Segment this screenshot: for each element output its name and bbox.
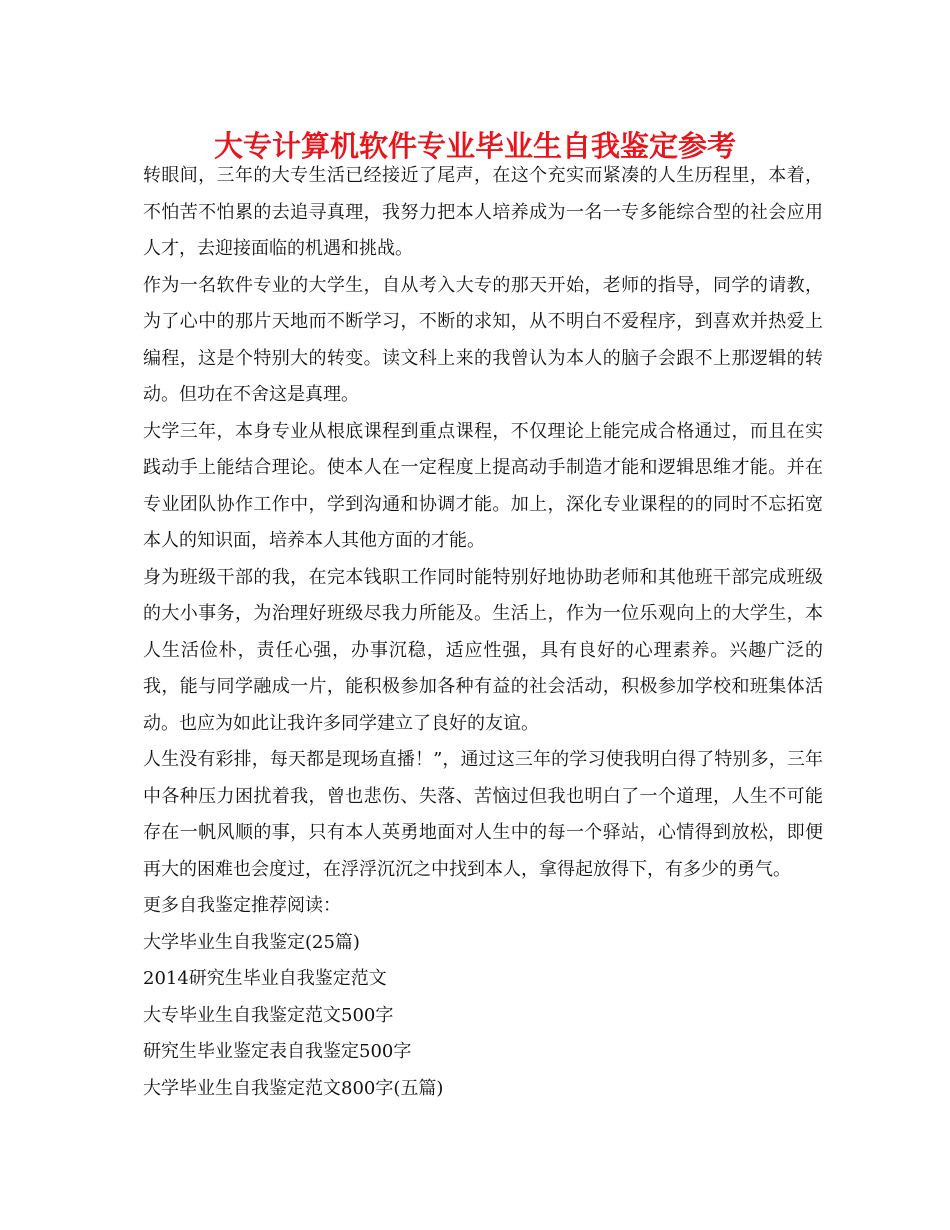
related-links-list — [143, 925, 823, 1108]
related-heading: 更多自我鉴定推荐阅读： — [143, 895, 341, 916]
related-link-1[interactable]: 大学毕业生自我鉴定(25篇) — [143, 931, 360, 953]
paragraph-1: 转眼间，三年的大专生活已经接近了尾声，在这个充实而紧凑的人生历程里，本着，不怕苦不怕累的去追寻真理，我努力把本人培养成为一名一专多能综合型的社会应用人才，去迎接面临的机遇和挑战。 — [143, 165, 823, 259]
related-link-4[interactable]: 研究生毕业鉴定表自我鉴定500字 — [143, 1041, 412, 1062]
related-link-2[interactable]: 2014研究生毕业自我鉴定范文 — [143, 968, 387, 989]
paragraph-4: 身为班级干部的我，在完本钱职工作同时能特别好地协助老师和其他班干部完成班级的大小事务，为治理好班级尽我力所能及。生活上，作为一位乐观向上的大学生，本人生活俭朴，责任心强，办事沉稳，适应性强，具有良好的心理素养。兴趣广泛的我，能与同学融成一片，能积极参加各种有益的社会活动，积极参加学校和班集体活动。也应为如此让我许多同学建立了良好的友谊。 — [143, 566, 823, 734]
related-link-5[interactable]: 大学毕业生自我鉴定范文800字(五篇) — [143, 1077, 444, 1099]
document-title: 大专计算机软件专业毕业生自我鉴定参考 — [213, 129, 736, 163]
paragraph-2: 作为一名软件专业的大学生，自从考入大专的那天开始，老师的指导，同学的请教，为了心中的那片天地而不断学习，不断的求知，从不明白不爱程序，到喜欢并热爱上编程，这是个特别大的转变。读文科上来的我曾认为本人的脑子会跟不上那逻辑的转动。但功在不舍这是真理。 — [143, 274, 823, 405]
paragraph-3: 大学三年，本身专业从根底课程到重点课程，不仅理论上能完成合格通过，而且在实践动手上能结合理论。使本人在一定程度上提高动手制造才能和逻辑思维才能。并在专业团队协作工作中，学到沟通和协调才能。加上，深化专业课程的的同时不忘拓宽本人的知识面，培养本人其他方面的才能。 — [143, 420, 823, 551]
document-body — [143, 158, 823, 1107]
related-link-3[interactable]: 大专毕业生自我鉴定范文500字 — [143, 1004, 394, 1026]
paragraph-5: 人生没有彩排，每天都是现场直播！”，通过这三年的学习使我明白得了特别多，三年中各种压力困扰着我，曾也悲伤、失落、苦恼过但我也明白了一个道理，人生不可能存在一帆风顺的事，只有本人英勇地面对人生中的每一个驿站，心情得到放松，即便再大的困难也会度过，在浮浮沉沉之中找到本人，拿得起放得下，有多少的勇气。 — [143, 749, 823, 880]
